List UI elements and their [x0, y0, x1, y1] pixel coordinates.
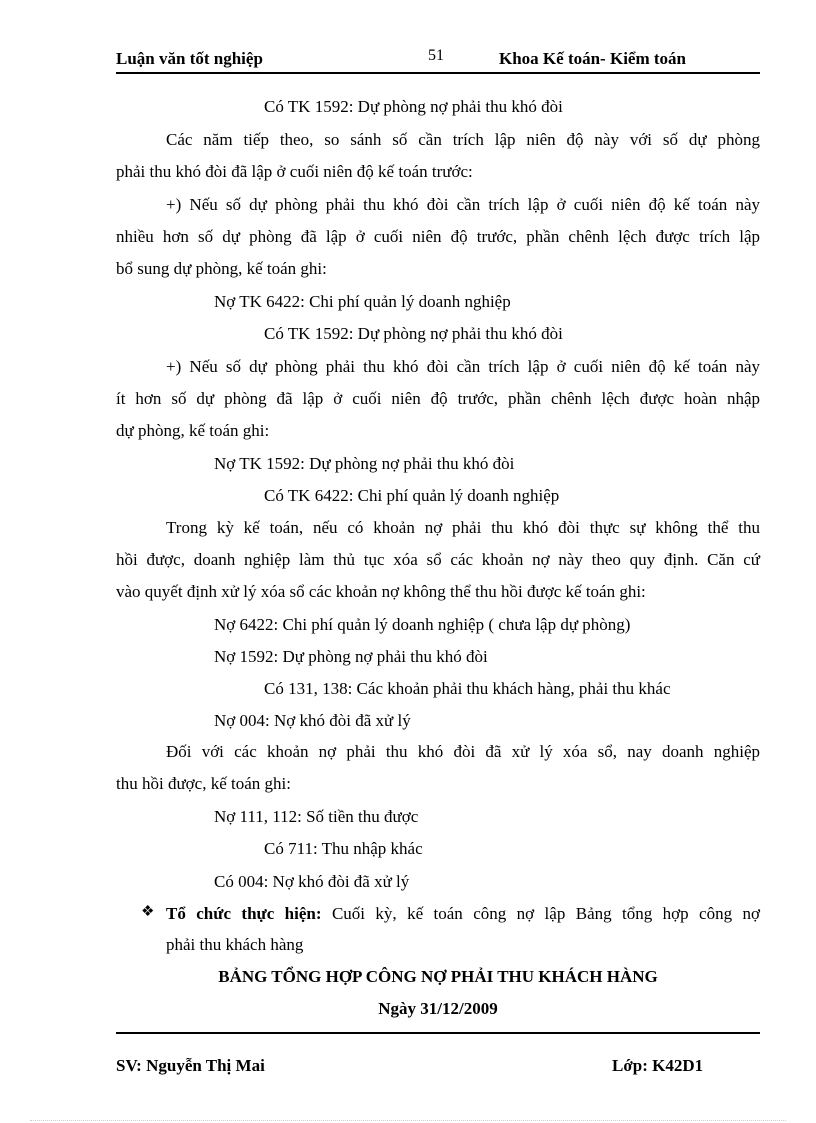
entry-line: Nợ TK 1592: Dự phòng nợ phải thu khó đòi [214, 454, 515, 473]
paragraph-line: bổ sung dự phòng, kế toán ghi: [116, 259, 327, 278]
entry-line: Có TK 1592: Dự phòng nợ phải thu khó đòi [264, 324, 563, 343]
footer-class: Lớp: K42D1 [612, 1056, 704, 1075]
paragraph-line: ít hơn số dự phòng đã lập ở cuối niên độ trước, phần chênh lệch được hoàn nhập [116, 389, 760, 408]
bullet-label: Tổ chức thực hiện: [166, 904, 322, 923]
paragraph-line: Các năm tiếp theo, so sánh số cần trích lập niên độ này với số dự phòng [166, 130, 760, 149]
entry-line: Nợ 004: Nợ khó đòi đã xử lý [214, 711, 411, 730]
entry-line: Nợ 1592: Dự phòng nợ phải thu khó đòi [214, 647, 488, 666]
paragraph-line: phải thu khách hàng [166, 935, 304, 954]
page-bottom-border [30, 1120, 786, 1121]
header-faculty: Khoa Kế toán- Kiểm toán [499, 49, 686, 68]
paragraph-line: vào quyết định xử lý xóa sổ các khoản nợ không thể thu hồi được kế toán ghi: [116, 582, 646, 601]
entry-line: Nợ 6422: Chi phí quản lý doanh nghiệp ( chưa lập dự phòng) [214, 615, 631, 634]
footer-student: SV: Nguyễn Thị Mai [116, 1056, 265, 1075]
paragraph-line: Đối với các khoản nợ phải thu khó đòi đã xử lý xóa sổ, nay doanh nghiệp [166, 742, 760, 761]
page-header [116, 46, 760, 74]
bullet-paragraph-line [166, 903, 760, 925]
paragraph-line: hồi được, doanh nghiệp làm thủ tục xóa sổ các khoản nợ này theo quy định. Căn cứ [116, 550, 760, 569]
entry-line: Nợ 111, 112: Số tiền thu được [214, 807, 419, 826]
entry-line: Nợ TK 6422: Chi phí quản lý doanh nghiệp [214, 292, 511, 311]
entry-line: Có TK 6422: Chi phí quản lý doanh nghiệp [264, 486, 560, 505]
paragraph-line: +) Nếu số dự phòng phải thu khó đòi cần trích lập ở cuối niên độ kế toán này [166, 357, 760, 376]
page-number: 51 [428, 47, 444, 64]
entry-line: Có 004: Nợ khó đòi đã xử lý [214, 872, 410, 891]
entry-line: Có TK 1592: Dự phòng nợ phải thu khó đòi [264, 97, 563, 116]
footer-divider [116, 1032, 760, 1034]
header-thesis-title: Luận văn tốt nghiệp [116, 49, 263, 68]
paragraph-line: phải thu khó đòi đã lập ở cuối niên độ kế toán trước: [116, 162, 473, 181]
table-date: Ngày 31/12/2009 [378, 999, 498, 1018]
paragraph-line: Trong kỳ kế toán, nếu có khoản nợ phải thu khó đòi thực sự không thể thu [166, 518, 760, 537]
paragraph-line: nhiều hơn số dự phòng đã lập ở cuối niên độ trước, phần chênh lệch được trích lập [116, 227, 760, 246]
bullet-text: Cuối kỳ, kế toán công nợ lập Bảng tổng hợp công nợ [321, 904, 761, 923]
table-title: BẢNG TỔNG HỢP CÔNG NỢ PHẢI THU KHÁCH HÀNG [218, 967, 658, 986]
paragraph-line: +) Nếu số dự phòng phải thu khó đòi cần trích lập ở cuối niên độ kế toán này [166, 195, 760, 214]
paragraph-line: dự phòng, kế toán ghi: [116, 421, 270, 440]
diamond-bullet-icon: ❖ [141, 904, 155, 920]
entry-line: Có 711: Thu nhập khác [264, 839, 423, 858]
paragraph-line: thu hồi được, kế toán ghi: [116, 774, 291, 793]
entry-line: Có 131, 138: Các khoản phải thu khách hàng, phải thu khác [264, 679, 671, 698]
